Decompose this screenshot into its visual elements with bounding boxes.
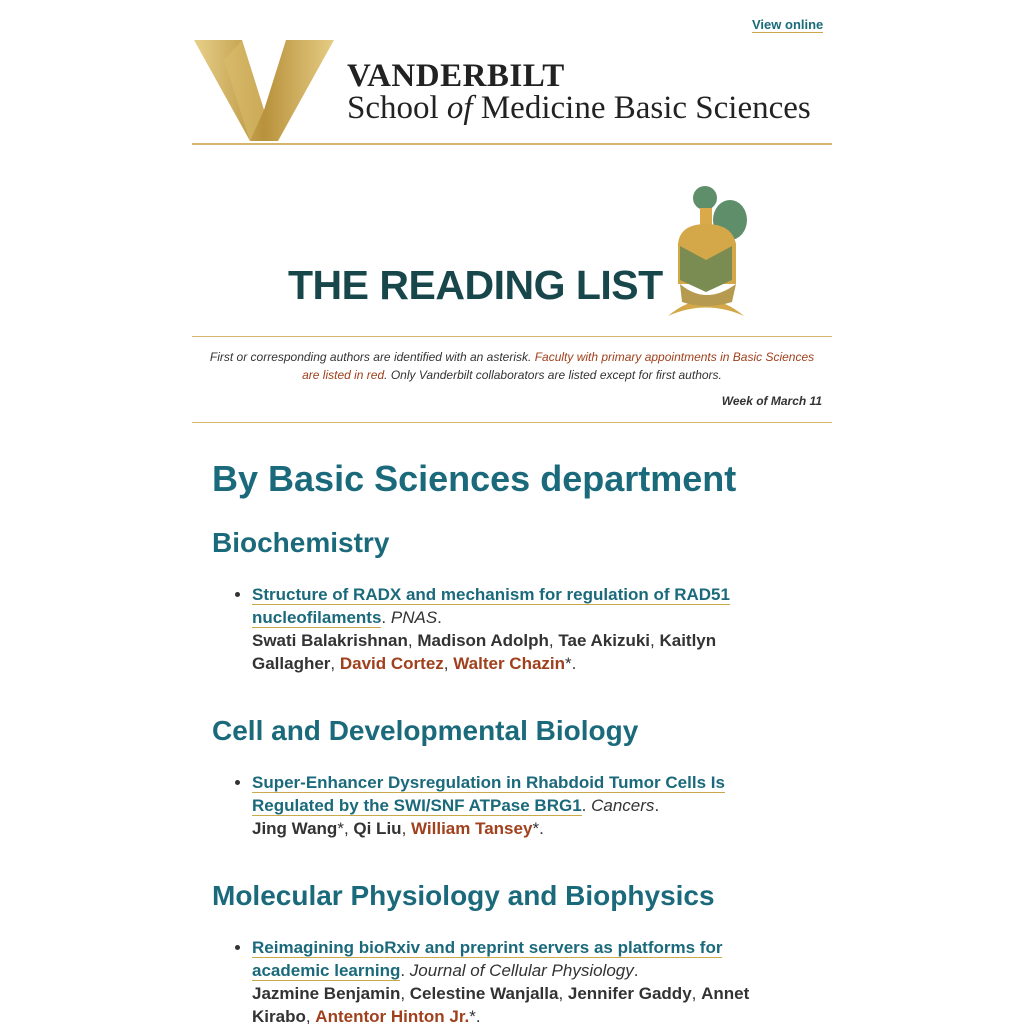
article-item: • Structure of RADX and mechanism for regulation of RAD51 nucleofilaments. PNAS. Swati Balakrishnan, Madison Adolph, Tae Akizuki, Kaitlyn Gallagher, David Cortez, Walter Chazin*. xyxy=(252,583,792,675)
author-name: Jing Wang xyxy=(252,819,338,838)
sections xyxy=(212,527,792,1024)
author-name: William Tansey xyxy=(411,819,533,838)
article-item: • Super-Enhancer Dysregulation in Rhabdoid Tumor Cells Is Regulated by the SWI/SNF ATPase BRG1. Cancers. Jing Wang*, Qi Liu, William Tansey*. xyxy=(252,771,792,840)
journal-name: PNAS xyxy=(390,608,438,627)
author-name: Jazmine Benjamin xyxy=(252,984,401,1003)
week-label: Week of March 11 xyxy=(721,394,822,408)
v-logo-icon xyxy=(194,40,334,142)
notice-box xyxy=(192,336,832,423)
article-title-link[interactable]: Super-Enhancer Dysregulation in Rhabdoid Tumor Cells Is Regulated by the SWI/SNF ATPase BRG1 xyxy=(252,773,725,815)
author-name: Celestine Wanjalla xyxy=(409,984,559,1003)
reading-list-title: THE READING LIST xyxy=(288,262,663,308)
author-list: Jazmine Benjamin, Celestine Wanjalla, Jennifer Gaddy, Annet Kirabo, Antentor Hinton Jr.*. xyxy=(252,984,750,1024)
brand-name: VANDERBILT xyxy=(347,58,565,94)
author-name: David Cortez xyxy=(339,654,444,673)
author-name: Kaitlyn Gallagher xyxy=(252,631,717,673)
author-list: Jing Wang*, Qi Liu, William Tansey*. xyxy=(252,819,544,838)
author-name: Antentor Hinton Jr. xyxy=(315,1007,470,1024)
school-name: School of Medicine Basic Sciences xyxy=(347,90,811,126)
reader-illustration-icon xyxy=(660,184,750,324)
author-name: Jennifer Gaddy xyxy=(567,984,692,1003)
author-name: Qi Liu xyxy=(353,819,402,838)
notice-text: First or corresponding authors are identified with an asterisk. Faculty with primary appointments in Basic Sciences are listed in red. Only Vanderbilt collaborators are listed except for first authors. xyxy=(209,350,815,382)
article-title-link[interactable]: Structure of RADX and mechanism for regulation of RAD51 nucleofilaments xyxy=(252,585,730,627)
article-list xyxy=(212,771,792,840)
article-item: • Reimagining bioRxiv and preprint servers as platforms for academic learning. Journal of Cellular Physiology. Jazmine Benjamin, Celestine Wanjalla, Jennifer Gaddy, Annet Kirabo, Antentor Hinton Jr.*. xyxy=(252,936,792,1024)
article-list xyxy=(212,583,792,675)
main-content xyxy=(212,458,792,1024)
journal-name: Journal of Cellular Physiology xyxy=(409,961,634,980)
vanderbilt-logo xyxy=(192,40,832,145)
article-list xyxy=(212,936,792,1024)
section-heading: Cell and Developmental Biology xyxy=(212,715,639,746)
section-heading: Molecular Physiology and Biophysics xyxy=(212,880,715,911)
journal-name: Cancers xyxy=(591,796,655,815)
view-online-link[interactable]: View online xyxy=(752,17,824,32)
author-name: Tae Akizuki xyxy=(558,631,651,650)
author-name: Swati Balakrishnan xyxy=(252,631,408,650)
author-name: Walter Chazin xyxy=(453,654,566,673)
page-heading: By Basic Sciences department xyxy=(212,458,737,499)
author-name: Madison Adolph xyxy=(417,631,549,650)
article-title-link[interactable]: Reimagining bioRxiv and preprint servers as platforms for academic learning xyxy=(252,938,723,980)
section-heading: Biochemistry xyxy=(212,527,390,558)
author-name: Annet Kirabo xyxy=(252,984,750,1024)
author-list: Swati Balakrishnan, Madison Adolph, Tae Akizuki, Kaitlyn Gallagher, David Cortez, Walter Chazin*. xyxy=(252,631,717,673)
